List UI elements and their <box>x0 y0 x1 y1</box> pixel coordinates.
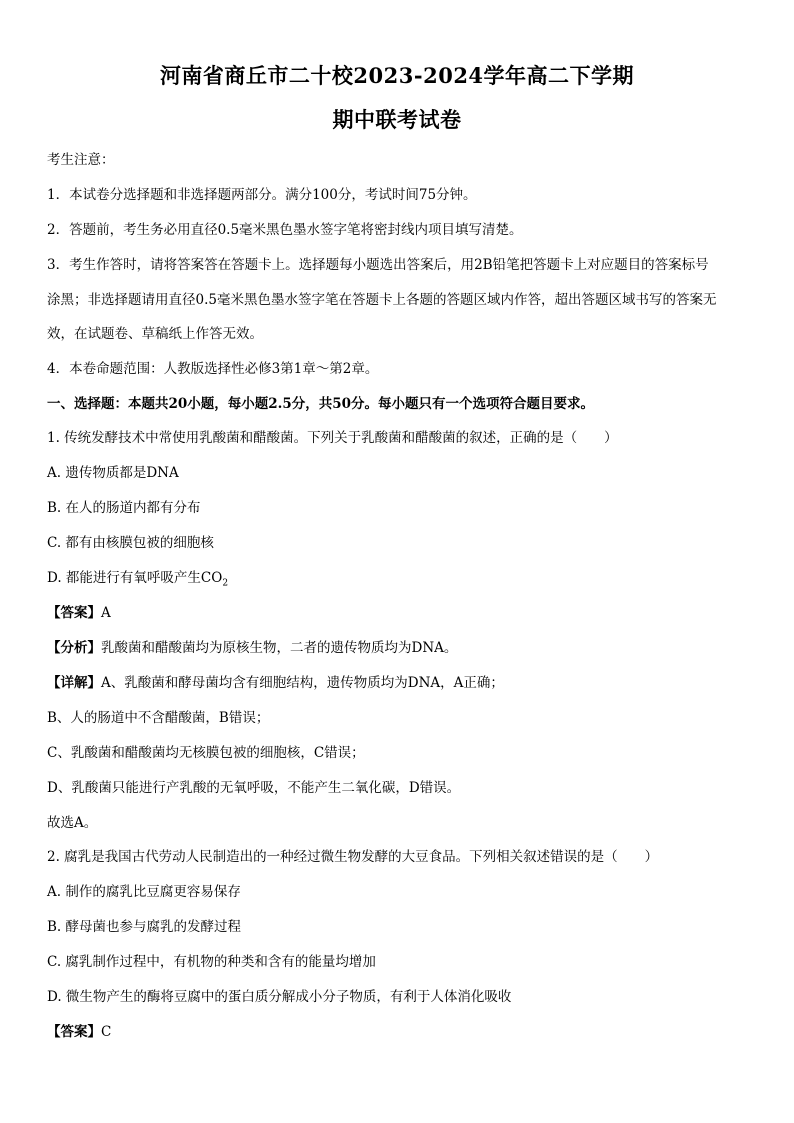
section-heading: 一、选择题：本题共20小题，每小题2.5分，共50分。每小题只有一个选项符合题目要求。 <box>47 396 595 412</box>
answer-value: C <box>101 1024 112 1040</box>
question-1-conclusion: 故选A。 <box>47 815 98 831</box>
detail-label: 【详解】 <box>47 675 101 691</box>
subscript-2: 2 <box>222 578 229 589</box>
question-2-option-b: B. 酵母菌也参与腐乳的发酵过程 <box>47 919 242 935</box>
notice-item: 4．本卷命题范围：人教版选择性必修3第1章～第2章。 <box>47 361 379 377</box>
notice-item: 2．答题前，考生务必用直径0.5毫米黑色墨水签字笔将密封线内项目填写清楚。 <box>47 222 523 238</box>
document-title: 河南省商丘市二十校2023-2024学年高二下学期 <box>159 63 635 88</box>
question-2-stem: 2. 腐乳是我国古代劳动人民制造出的一种经过微生物发酵的大豆食品。下列相关叙述错误的是（ ） <box>47 849 659 865</box>
notice-heading: 考生注意： <box>47 152 115 168</box>
detail-line: D、乳酸菌只能进行产乳酸的无氧呼吸，不能产生二氧化碳，D错误。 <box>47 780 461 796</box>
notice-item: 1．本试卷分选择题和非选择题两部分。满分100分，考试时间75分钟。 <box>47 187 477 203</box>
question-1-option-d <box>47 568 752 594</box>
question-1-stem: 1. 传统发酵技术中常使用乳酸菌和醋酸菌。下列关于乳酸菌和醋酸菌的叙述，正确的是（ ） <box>47 430 618 446</box>
notice-item: 效，在试题卷、草稿纸上作答无效。 <box>47 326 263 342</box>
document-subtitle: 期中联考试卷 <box>332 107 462 132</box>
analysis-text: 乳酸菌和醋酸菌均为原核生物，二者的遗传物质均为DNA。 <box>101 640 458 656</box>
detail-text: A、乳酸菌和酵母菌均含有细胞结构，遗传物质均为DNA，A正确； <box>101 675 504 691</box>
question-1-analysis <box>47 638 752 658</box>
question-1-detail <box>47 673 752 693</box>
detail-line: B、人的肠道中不含醋酸菌，B错误； <box>47 710 270 726</box>
notice-item: 涂黑；非选择题请用直径0.5毫米黑色墨水签字笔在答题卡上各题的答题区域内作答，超出答题区域书写的答案无 <box>47 292 717 308</box>
question-2-answer <box>47 1022 752 1042</box>
question-1-answer <box>47 603 752 623</box>
question-2-option-c: C. 腐乳制作过程中，有机物的种类和含有的能量均增加 <box>47 954 376 970</box>
question-2-option-a: A. 制作的腐乳比豆腐更容易保存 <box>47 884 241 900</box>
notice-item: 3．考生作答时，请将答案答在答题卡上。选择题每小题选出答案后，用2B铅笔把答题卡上对应题目的答案标号 <box>47 257 709 273</box>
answer-label: 【答案】 <box>47 1024 101 1040</box>
option-d-text: D. 都能进行有氧呼吸产生CO <box>47 570 223 586</box>
question-1-option-c: C. 都有由核膜包被的细胞核 <box>47 535 214 551</box>
question-1-option-b: B. 在人的肠道内都有分布 <box>47 500 201 516</box>
detail-line: C、乳酸菌和醋酸菌均无核膜包被的细胞核，C错误； <box>47 745 365 761</box>
question-2-option-d: D. 微生物产生的酶将豆腐中的蛋白质分解成小分子物质，有利于人体消化吸收 <box>47 989 512 1005</box>
answer-value: A <box>101 605 111 621</box>
answer-label: 【答案】 <box>47 605 101 621</box>
question-1-option-a: A. 遗传物质都是DNA <box>47 465 179 481</box>
analysis-label: 【分析】 <box>47 640 101 656</box>
